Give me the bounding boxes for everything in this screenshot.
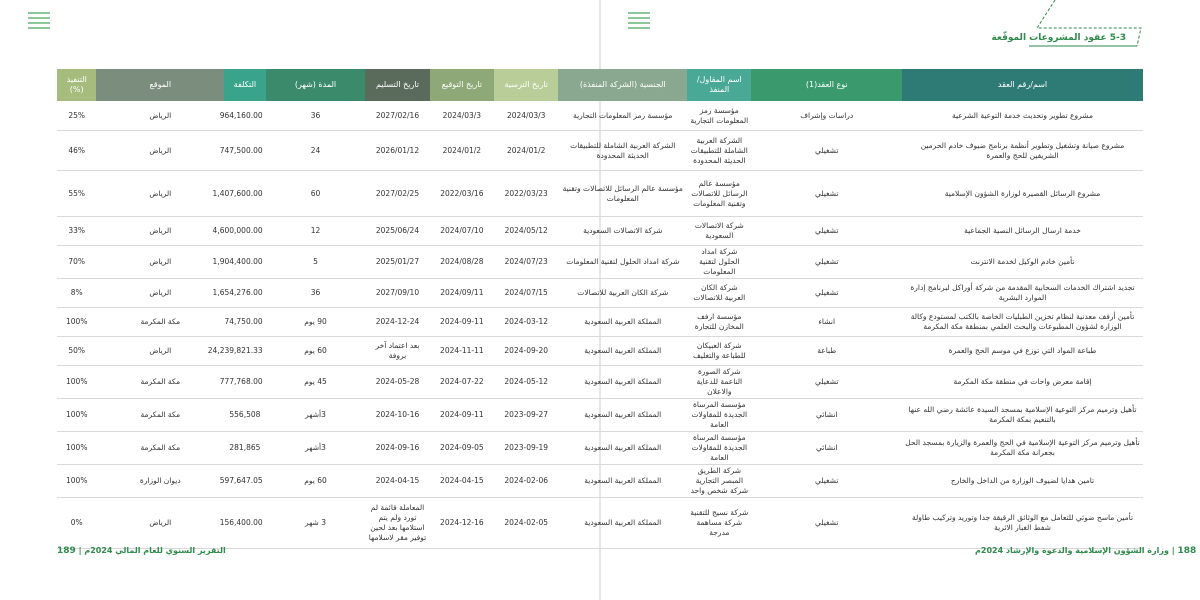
section-title: 5-3 عقود المشروعات الموقّعة — [991, 33, 1126, 43]
row-progress: 100% — [57, 308, 96, 337]
row-contractor: شركة امداد الحلول لتقنية المعلومات — [687, 246, 751, 279]
table-row — [57, 465, 1143, 498]
row-contract-name: تأمين أرفف معدنية لنظام تخزين الطبليات الخاصة بالكتب لمستودع وكالة الوزارة لشؤون المطبوعات والبحث العلمي بمنطقة مكة المكرمة — [902, 308, 1143, 337]
row-contract-type: انشائي — [751, 399, 902, 432]
row-award-date: 2022/03/23 — [494, 171, 558, 217]
row-cost: 964,160.00 — [224, 101, 266, 131]
row-nationality: مؤسسة رمز المعلومات التجارية — [558, 101, 687, 131]
row-delivery-date: 2024-04-15 — [365, 465, 429, 498]
footer-right-text: وزارة الشؤون الإسلامية والدعوة والإرشاد 2024م — [975, 546, 1169, 555]
row-delivery-date: بعد اعتماد آخر بروفة — [365, 337, 429, 366]
row-duration: 3 شهر — [266, 498, 366, 549]
row-delivery-date: المعاملة قائمة لم تورد ولم يتم استلامها بعد لحين توفير مقر لاسلامها — [365, 498, 429, 549]
row-location: مكة المكرمة — [96, 399, 224, 432]
row-award-date: 2024-09-20 — [494, 337, 558, 366]
section-title-frame — [991, 0, 1145, 52]
row-delivery-date: 2027/09/10 — [365, 279, 429, 308]
row-contract-name: مشروع الرسائل القصيرة لوزارة الشؤون الإسلامية — [902, 171, 1143, 217]
table-row — [57, 217, 1143, 246]
table-row — [57, 337, 1143, 366]
row-contract-type: تشغيلي — [751, 131, 902, 171]
contracts-table — [57, 69, 1143, 549]
table-header-row — [57, 69, 1143, 101]
row-award-date: 2024/07/23 — [494, 246, 558, 279]
row-progress: 70% — [57, 246, 96, 279]
row-contract-name: تامين هدايا لضيوف الوزارة من الداخل والخارج — [902, 465, 1143, 498]
row-contract-type: تشغيلي — [751, 498, 902, 549]
row-cost: 74,750.00 — [224, 308, 266, 337]
row-award-date: 2024-02-06 — [494, 465, 558, 498]
row-delivery-date: 2025/06/24 — [365, 217, 429, 246]
row-nationality: شركة الكان العربية للاتصالات — [558, 279, 687, 308]
row-contractor: مؤسسة المرساة الجديدة للمقاولات العامة — [687, 432, 751, 465]
row-sign-date: 2024-09-11 — [430, 308, 494, 337]
row-nationality: مؤسسة عالم الرسائل للاتصالات وتقنية المعلومات — [558, 171, 687, 217]
row-contractor: شركة الصورة الناعمة للدعاية والاعلان — [687, 366, 751, 399]
row-duration: 36 — [266, 101, 366, 131]
header-progress: التنفيذ (%) — [57, 69, 96, 101]
row-contractor: الشركة العربية الشاملة للتطبيقات الحديثة المحدودة — [687, 131, 751, 171]
table-row — [57, 279, 1143, 308]
row-contractor: مؤسسة ارفف المخازن للتجارة — [687, 308, 751, 337]
row-location: الرياض — [96, 101, 224, 131]
row-cost: 597,647.05 — [224, 465, 266, 498]
row-award-date: 2024/05/12 — [494, 217, 558, 246]
row-sign-date: 2024/09/11 — [430, 279, 494, 308]
row-duration: 45 يوم — [266, 366, 366, 399]
table-row — [57, 171, 1143, 217]
row-duration: 24 — [266, 131, 366, 171]
row-delivery-date: 2025/01/27 — [365, 246, 429, 279]
row-progress: 46% — [57, 131, 96, 171]
row-cost: 24,239,821.33 — [224, 337, 266, 366]
row-location: الرياض — [96, 279, 224, 308]
row-location: الرياض — [96, 337, 224, 366]
row-duration: 12 — [266, 217, 366, 246]
row-award-date: 2024/01/2 — [494, 131, 558, 171]
header-contract-type: نوع العقد(1) — [751, 69, 902, 101]
table-row — [57, 399, 1143, 432]
row-nationality: المملكة العربية السعودية — [558, 498, 687, 549]
row-contractor: مؤسسة رمز المعلومات التجارية — [687, 101, 751, 131]
row-progress: 100% — [57, 465, 96, 498]
row-contract-name: تأمين خادم الوكيل لخدمة الانترنت — [902, 246, 1143, 279]
table-row — [57, 101, 1143, 131]
row-award-date: 2023-09-27 — [494, 399, 558, 432]
row-contract-type: تشغيلي — [751, 465, 902, 498]
page-number-right: 188 — [1177, 546, 1197, 556]
row-award-date: 2024-03-12 — [494, 308, 558, 337]
row-contract-name: مشروع تطوير وتحديث خدمة التوعية الشرعية — [902, 101, 1143, 131]
row-cost: 156,400.00 — [224, 498, 266, 549]
row-contract-name: إقامة معرض واحات في منطقة مكة المكرمة — [902, 366, 1143, 399]
row-contractor: شركة الاتصالات السعودية — [687, 217, 751, 246]
header-cost: التكلفة — [224, 69, 266, 101]
row-duration: 36 — [266, 279, 366, 308]
footer-left-text: التقرير السنوي للعام المالي 2024م — [84, 546, 226, 555]
row-progress: 33% — [57, 217, 96, 246]
row-award-date: 2024-02-05 — [494, 498, 558, 549]
row-sign-date: 2024/03/3 — [430, 101, 494, 131]
table-row — [57, 498, 1143, 549]
row-progress: 100% — [57, 366, 96, 399]
row-progress: 100% — [57, 399, 96, 432]
header-contract-name: اسم/رقم العقد — [902, 69, 1143, 101]
footer-right: 188 | وزارة الشؤون الإسلامية والدعوة والإرشاد 2024م — [975, 546, 1197, 556]
row-award-date: 2023-09-19 — [494, 432, 558, 465]
row-delivery-date: 2026/01/12 — [365, 131, 429, 171]
row-delivery-date: 2024-05-28 — [365, 366, 429, 399]
row-duration: 90 يوم — [266, 308, 366, 337]
row-contractor: شركة الطريق المبصر التجارية شركة شخص واحد — [687, 465, 751, 498]
row-sign-date: 2024-12-16 — [430, 498, 494, 549]
row-nationality: المملكة العربية السعودية — [558, 308, 687, 337]
row-nationality: المملكة العربية السعودية — [558, 366, 687, 399]
row-duration: 3أشهر — [266, 399, 366, 432]
row-contract-type: دراسات وإشراف — [751, 101, 902, 131]
row-sign-date: 2024-09-11 — [430, 399, 494, 432]
row-contractor: مؤسسة المرساة الجديدة للمقاولات العامة — [687, 399, 751, 432]
row-sign-date: 2024/01/2 — [430, 131, 494, 171]
row-sign-date: 2024-09-05 — [430, 432, 494, 465]
row-cost: 1,654,276.00 — [224, 279, 266, 308]
row-contract-name: تجديد اشتراك الخدمات السحابية المقدمة من شركة أوراكل لبرنامج إدارة الموارد البشرية — [902, 279, 1143, 308]
row-sign-date: 2024/07/10 — [430, 217, 494, 246]
row-contract-name: تأهيل وترميم مركز التوعية الإسلامية بمسجد السيدة عائشة رضي الله عنها بالتنعيم بمكة المكرمة — [902, 399, 1143, 432]
row-contract-name: مشروع صيانة وتشغيل وتطوير أنظمة برنامج ضيوف خادم الحرمين الشريفين للحج والعمرة — [902, 131, 1143, 171]
row-contract-type: تشغيلي — [751, 246, 902, 279]
header-duration: المدة (شهر) — [266, 69, 366, 101]
row-contract-type: انشائي — [751, 432, 902, 465]
table-row — [57, 366, 1143, 399]
header-award-date: تاريخ الترسية — [494, 69, 558, 101]
row-location: مكة المكرمة — [96, 308, 224, 337]
row-delivery-date: 2027/02/16 — [365, 101, 429, 131]
row-contract-type: انشاء — [751, 308, 902, 337]
row-progress: 55% — [57, 171, 96, 217]
row-nationality: شركة امداد الحلول لتقنية المعلومات — [558, 246, 687, 279]
row-location: الرياض — [96, 171, 224, 217]
row-location: الرياض — [96, 246, 224, 279]
row-location: الرياض — [96, 131, 224, 171]
row-sign-date: 2024-07-22 — [430, 366, 494, 399]
header-contractor: اسم المقاول/المنفذ — [687, 69, 751, 101]
row-award-date: 2024/03/3 — [494, 101, 558, 131]
row-location: الرياض — [96, 217, 224, 246]
row-cost: 556,508 — [224, 399, 266, 432]
row-nationality: المملكة العربية السعودية — [558, 337, 687, 366]
row-contract-name: تأمين ماسح ضوئي للتعامل مع الوثائق الرقيقة جدا وتوريد وتركيب طاولة شفط الغبار الاثرية — [902, 498, 1143, 549]
row-contractor: شركة العبيكان للطباعة والتغليف — [687, 337, 751, 366]
row-contract-type: تشغيلي — [751, 366, 902, 399]
header-nationality: الجنسية (الشركة المنفذة) — [558, 69, 687, 101]
row-progress: 100% — [57, 432, 96, 465]
row-duration: 60 يوم — [266, 337, 366, 366]
row-progress: 50% — [57, 337, 96, 366]
row-cost: 1,407,600.00 — [224, 171, 266, 217]
row-contract-name: تأهيل وترميم مركز التوعية الإسلامية في الحج والعمرة والزيارة بمسجد الحل بجعرانة مكة المكرمة — [902, 432, 1143, 465]
row-location: مكة المكرمة — [96, 432, 224, 465]
row-sign-date: 2022/03/16 — [430, 171, 494, 217]
header-location: الموقع — [96, 69, 224, 101]
row-award-date: 2024-05-12 — [494, 366, 558, 399]
footer-left: التقرير السنوي للعام المالي 2024م | 189 — [57, 546, 226, 556]
decorative-lines-left — [28, 12, 50, 32]
table-row — [57, 308, 1143, 337]
row-sign-date: 2024-11-11 — [430, 337, 494, 366]
table-row — [57, 131, 1143, 171]
row-duration: 5 — [266, 246, 366, 279]
row-contract-name: خدمة ارسال الرسائل النصية الجماعية — [902, 217, 1143, 246]
row-award-date: 2024/07/15 — [494, 279, 558, 308]
row-progress: 25% — [57, 101, 96, 131]
row-contractor: شركة نسيج للتقنية شركة مساهمة مدرجة — [687, 498, 751, 549]
row-location: مكة المكرمة — [96, 366, 224, 399]
decorative-lines-right — [628, 12, 650, 32]
table-row — [57, 432, 1143, 465]
row-nationality: الشركة العربية الشاملة للتطبيقات الحديثة المحدودة — [558, 131, 687, 171]
row-duration: 60 — [266, 171, 366, 217]
row-contract-type: طباعة — [751, 337, 902, 366]
row-progress: 8% — [57, 279, 96, 308]
row-contract-type: تشغيلي — [751, 217, 902, 246]
row-cost: 4,600,000.00 — [224, 217, 266, 246]
row-contract-type: تشغيلي — [751, 171, 902, 217]
row-delivery-date: 2024-09-16 — [365, 432, 429, 465]
row-delivery-date: 2024-10-16 — [365, 399, 429, 432]
row-contractor: شركة الكان العربية للاتصالات — [687, 279, 751, 308]
row-cost: 747,500.00 — [224, 131, 266, 171]
page-number-left: 189 — [57, 546, 76, 556]
row-delivery-date: 2027/02/25 — [365, 171, 429, 217]
row-location: الرياض — [96, 498, 224, 549]
row-delivery-date: 2024-12-24 — [365, 308, 429, 337]
row-nationality: المملكة العربية السعودية — [558, 432, 687, 465]
row-sign-date: 2024/08/28 — [430, 246, 494, 279]
row-contract-type: تشغيلي — [751, 279, 902, 308]
row-location: ديوان الوزارة — [96, 465, 224, 498]
row-progress: 0% — [57, 498, 96, 549]
row-nationality: المملكة العربية السعودية — [558, 399, 687, 432]
row-duration: 3أشهر — [266, 432, 366, 465]
row-sign-date: 2024-04-15 — [430, 465, 494, 498]
row-duration: 60 يوم — [266, 465, 366, 498]
row-nationality: شركة الاتصالات السعودية — [558, 217, 687, 246]
table-row — [57, 246, 1143, 279]
row-cost: 281,865 — [224, 432, 266, 465]
row-cost: 1,904,400.00 — [224, 246, 266, 279]
row-cost: 777,768.00 — [224, 366, 266, 399]
row-contract-name: طباعة المواد التي توزع في موسم الحج والعمرة — [902, 337, 1143, 366]
header-sign-date: تاريخ التوقيع — [430, 69, 494, 101]
row-contractor: مؤسسة عالم الرسائل للاتصالات وتقنية المعلومات — [687, 171, 751, 217]
header-delivery-date: تاريخ التسليم — [365, 69, 429, 101]
row-nationality: المملكة العربية السعودية — [558, 465, 687, 498]
